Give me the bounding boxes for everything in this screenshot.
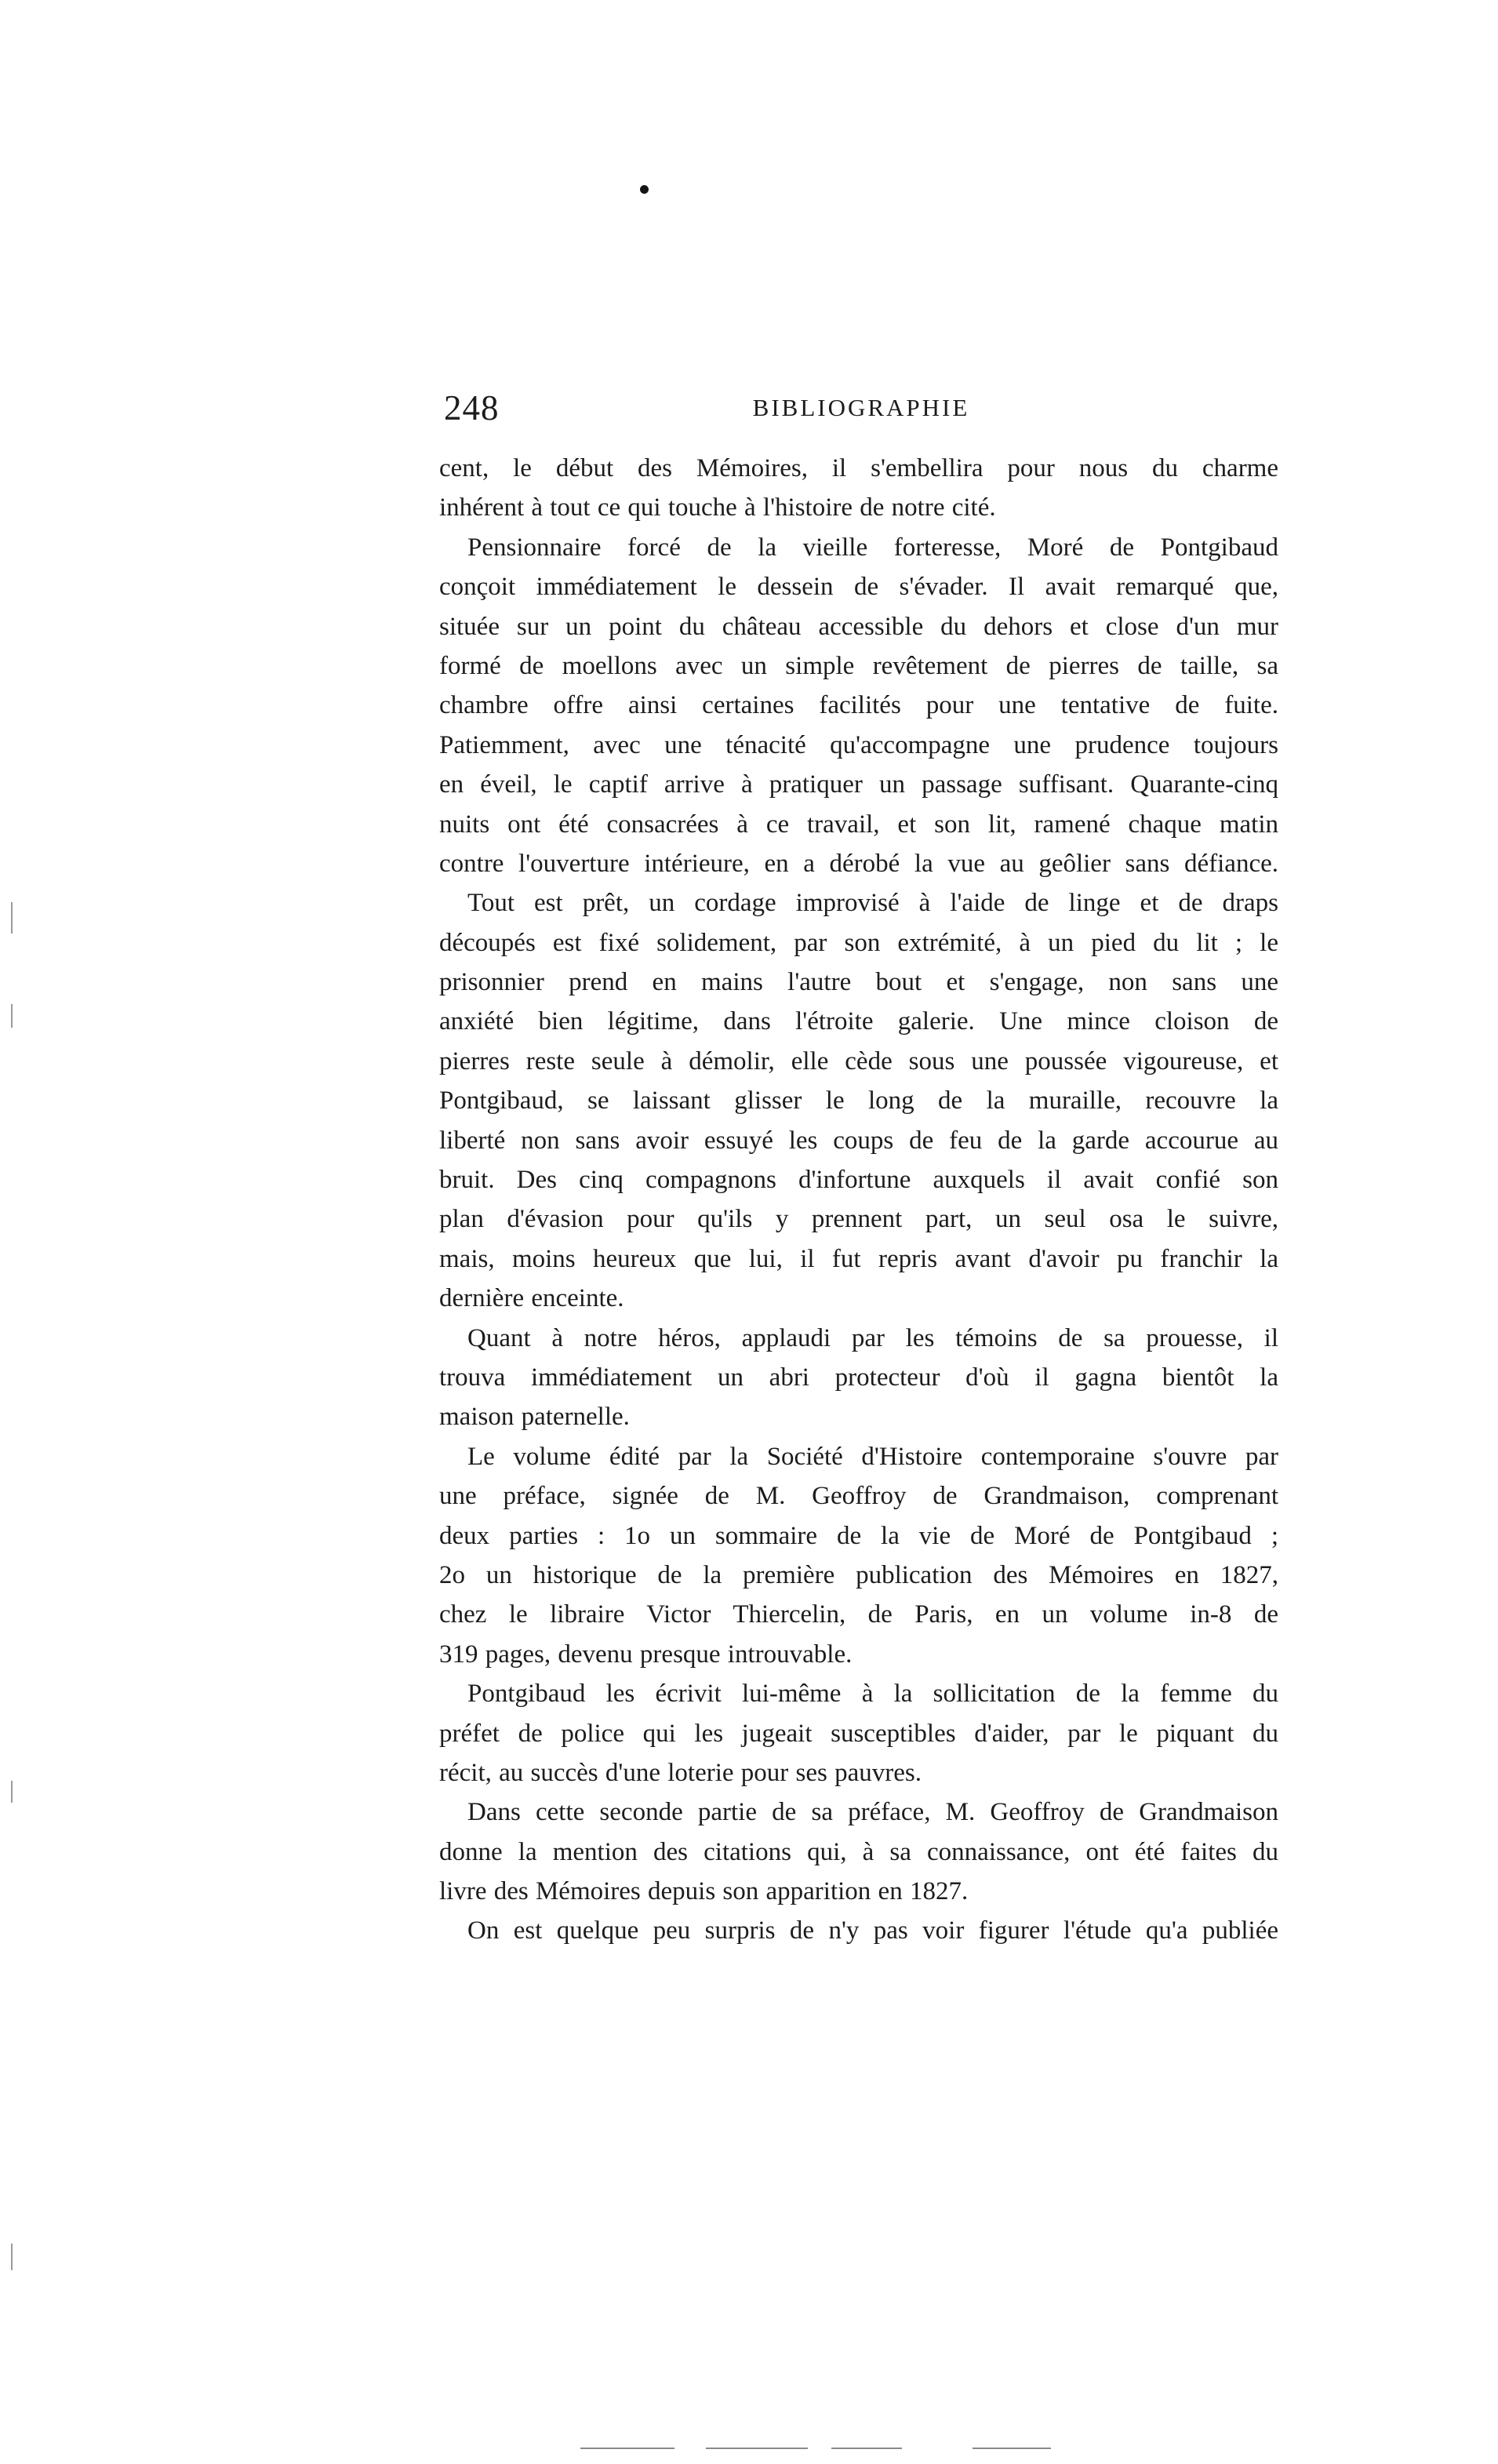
text-line: chambre offre ainsi certaines facilités pour une tentative de fuite. (439, 691, 1278, 720)
text-line: trouva immédiatement un abri protecteur d'où il gagna bientôt la (439, 1363, 1278, 1392)
text-line: maison paternelle. (439, 1403, 630, 1432)
running-title: BIBLIOGRAPHIE (752, 394, 970, 421)
text-line: pierres reste seule à démolir, elle cède sous une poussée vigoureuse, et (439, 1046, 1278, 1075)
text-line: Patiemment, avec une ténacité qu'accompagne une prudence toujours (439, 730, 1278, 759)
scan-speck (640, 185, 649, 194)
text-line: située sur un point du château accessible du dehors et close d'un mur (439, 612, 1278, 641)
text-line: formé de moellons avec un simple revêtement de pierres de taille, sa (439, 651, 1278, 680)
text-line: donne la mention des citations qui, à sa connaissance, ont été faites du (439, 1837, 1278, 1866)
text-line: plan d'évasion pour qu'ils y prennent part, un seul osa le suivre, (439, 1205, 1278, 1234)
text-line: Pontgibaud, se laissant glisser le long de la muraille, recouvre la (439, 1086, 1278, 1116)
bottom-scan-rule (580, 2448, 674, 2449)
text-line: découpés est fixé solidement, par son extrémité, à un pied du lit ; le (439, 928, 1278, 957)
text-line: cent, le début des Mémoires, il s'embellira pour nous du charme (439, 454, 1278, 482)
body-text (439, 449, 1278, 1951)
text-line: 2o un historique de la première publication des Mémoires en 1827, (439, 1560, 1278, 1589)
text-line: livre des Mémoires depuis son apparition en 1827. (439, 1877, 969, 1906)
text-line: dernière enceinte. (439, 1284, 624, 1313)
margin-scan-mark (11, 1781, 13, 1803)
text-line: Pontgibaud les écrivit lui-même à la sollicitation de la femme du (467, 1680, 1278, 1709)
text-line: Quant à notre héros, applaudi par les témoins de sa prouesse, il (467, 1323, 1278, 1352)
margin-scan-mark (11, 902, 13, 934)
text-line: nuits ont été consacrées à ce travail, et son lit, ramené chaque matin (439, 810, 1278, 839)
text-line: anxiété bien légitime, dans l'étroite galerie. Une mince cloison de (439, 1007, 1278, 1036)
margin-scan-mark (11, 2244, 13, 2270)
text-line: contre l'ouverture intérieure, en a dérobé la vue au geôlier sans défiance. (439, 849, 1278, 878)
text-line: liberté non sans avoir essuyé les coups de feu de la garde accourue au (439, 1126, 1278, 1155)
running-head (444, 388, 1278, 435)
text-line: en éveil, le captif arrive à pratiquer un passage suffisant. Quarante-cinq (439, 770, 1278, 799)
text-line: inhérent à tout ce qui touche à l'histoire de notre cité. (439, 493, 996, 522)
text-line: chez le libraire Victor Thiercelin, de Paris, en un volume in-8 de (439, 1600, 1278, 1629)
margin-scan-mark (11, 1004, 13, 1028)
text-line: récit, au succès d'une loterie pour ses pauvres. (439, 1758, 922, 1787)
text-line: une préface, signée de M. Geoffroy de Grandmaison, comprenant (439, 1482, 1278, 1511)
bottom-scan-rule (973, 2448, 1051, 2449)
text-line: conçoit immédiatement le dessein de s'évader. Il avait remarqué que, (439, 573, 1278, 602)
text-line: Tout est prêt, un cordage improvisé à l'aide de linge et de draps (467, 889, 1278, 918)
text-line: mais, moins heureux que lui, il fut repris avant d'avoir pu franchir la (439, 1244, 1278, 1273)
text-line: bruit. Des cinq compagnons d'infortune auxquels il avait confié son (439, 1166, 1278, 1195)
text-line: Pensionnaire forcé de la vieille forteresse, Moré de Pontgibaud (467, 533, 1278, 562)
text-line: préfet de police qui les jugeait susceptibles d'aider, par le piquant du (439, 1719, 1278, 1748)
bottom-scan-rule (831, 2448, 902, 2449)
bottom-scan-rule (706, 2448, 808, 2449)
text-line: On est quelque peu surpris de n'y pas voir figurer l'étude qu'a publiée (467, 1916, 1278, 1945)
text-line: 319 pages, devenu presque introuvable. (439, 1640, 853, 1669)
text-line: prisonnier prend en mains l'autre bout et s'engage, non sans une (439, 968, 1278, 997)
text-line: deux parties : 1o un sommaire de la vie de Moré de Pontgibaud ; (439, 1521, 1278, 1550)
page-number: 248 (444, 388, 500, 428)
text-line: Le volume édité par la Société d'Histoire contemporaine s'ouvre par (467, 1442, 1278, 1471)
text-line: Dans cette seconde partie de sa préface, M. Geoffroy de Grandmaison (467, 1798, 1278, 1827)
